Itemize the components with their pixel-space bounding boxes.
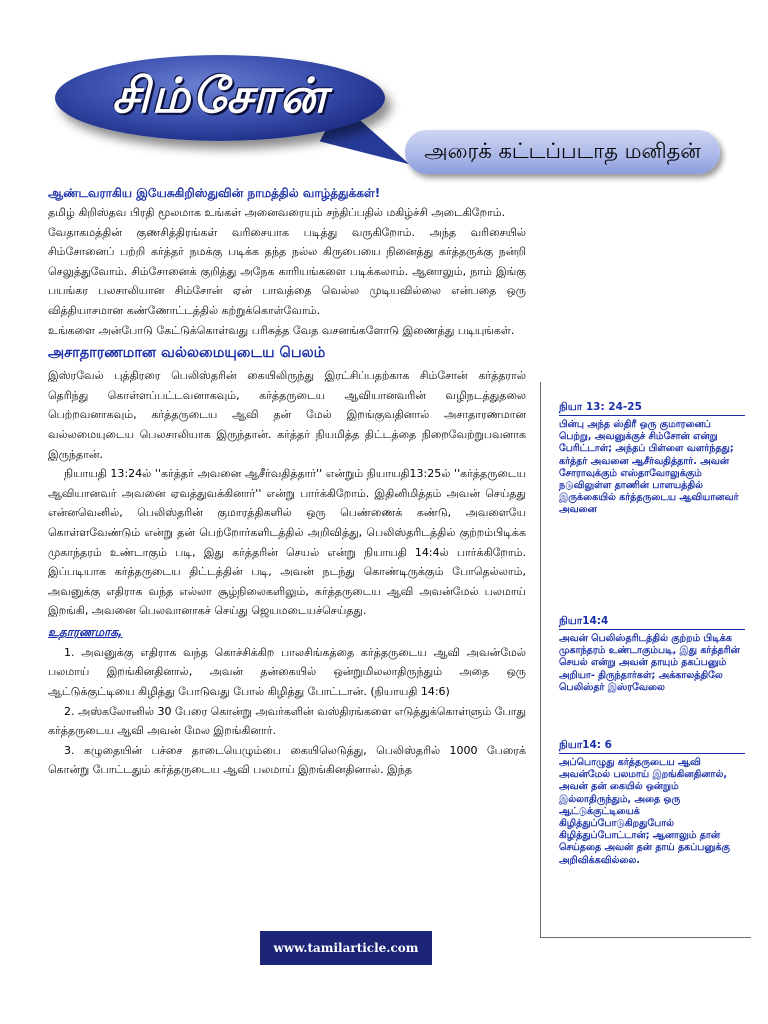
scripture-text: பின்பு அந்த ஸ்திரீ ஒரு குமாரனைப் பெற்று, அவனுக்குச் சிம்சோன் என்று பேரிட்டாள்; அந்தப் பிள்ளை வளர்ந்தது; கர்த்தர் அவனை ஆசீர்வதித்தார். அவன் சோராவுக்கும் எஸ்தாவோலுக்கும் நடுவிலுள்ள தாணின் பாளயத்தில் இருக்கையில் கர்த்தருடைய ஆவியானவர் அவனை [559, 419, 739, 516]
intro-paragraph: தமிழ் கிறிஸ்தவ பிரதி மூலமாக உங்கள் அனைவரையும் சந்திப்பதில் மகிழ்ச்சி அடைகிறோம். [48, 206, 506, 219]
page-subtitle: அரைக் கட்டப்படாத மனிதன் [405, 130, 720, 174]
intro-paragraph: வேதாகமத்தின் குணசித்திரங்கள் வரிசையாக படித்து வருகிறோம். அந்த வரிசையில் சிம்சோனைப் பற்றி கர்த்தர் நமக்கு படிக்க தந்த நல்ல கிருபையை நினைத்து கர்த்தருக்கு நன்றி செலுத்துவோம். சிம்சோனைக் குறித்து அநேக காரியங்களை படிக்கலாம். ஆனாலும், நாம் இங்கு பயங்கர பலசாலியான சிம்சோன் ஏன் பாவத்தை வெல்ல முடியவில்லை என்பதை ஒரு வித்தியாசமான கண்ணோட்டத்தில் கற்றுக்கொள்வோம். [48, 225, 526, 317]
section-heading: அசாதாரணமான வல்லமையுடைய பெலம் [48, 345, 326, 362]
example-item: 2. அஸ்கலோனில் 30 பேரை கொன்று அவர்களின் வஸ்திரங்களை எடுத்துக்கொள்ளும் போது கர்த்தருடைய ஆவி அவன் மேல இறங்கினார். [48, 704, 526, 738]
scripture-reference: நியா 13: 24-25 [559, 400, 745, 416]
article-body [48, 183, 526, 780]
greeting: ஆண்டவராகிய இயேசுகிறிஸ்துவின் நாமத்தில் வாழ்த்துக்கள்! [48, 186, 381, 200]
scripture-text: அவன் பெலிஸ்தரிடத்தில் குற்றம் பிடிக்க முகாந்தரம் உண்டாகும்படி, இது கர்த்தரின் செயல் என்று அவன் தாயும் தகப்பனும் அறியா- திருந்தார்கள்; அக்காலத்திலே பெலிஸ்தர் இஸ்ரவேலை [559, 633, 740, 693]
scripture-sidebar [540, 382, 751, 938]
example-item: 1. அவனுக்கு எதிராக வந்த கொச்சிக்கிற பாலசிங்கத்தை கர்த்தருடைய ஆவி அவன்மேல் பலமாய் இறங்கினதினால், அவன் தன்கையில் ஒன்றுமிலலாதிருந்தும் அதை ஒரு ஆட்டுக்குட்டியை கிழித்து போடுவது போல் கிழித்து போட்டான். (நியாயதி 14:6) [48, 645, 526, 699]
scripture-block [559, 614, 745, 694]
scripture-text: அப்பொழுது கர்த்தருடைய ஆவி அவன்மேல் பலமாய் இறங்கினதினால், அவன் தன் கையில் ஒன்றும் இல்லாதிருந்தும், அதை ஒரு ஆட்டுக்குட்டியைக் கிழித்துப்போடுகிறதுபோல் கிழித்துப்போட்டான்; ஆனாலும் தான் செய்ததை அவன் தன் தாய் தகப்பனுக்கு அறிவிக்கவில்லை. [559, 757, 730, 866]
example-item: 3. கழுதையின் பச்சை தாடையெழும்பை கையிலெடுத்து, பெலிஸ்தரில் 1000 பேரைக் கொன்று போட்டதும் கர்த்தருடைய ஆவி பலமாய் இறங்கினதினால். இந்த [48, 743, 526, 777]
scripture-reference: நியா14:4 [559, 614, 745, 630]
scripture-reference: நியா14: 6 [559, 738, 745, 754]
body-paragraph: நியாயதி 13:24ல் ''கர்த்தர் அவனை ஆசீர்வதித்தார்'' என்றும் நியாயதி13:25ல் ''கர்த்தருடைய ஆவியானவர் அவனை ஏவத்துவக்கினார்'' என்று பார்க்கிறோம். இதினிமித்தம் அவன் செய்தது என்னவெனில், பெலிஸ்தரின் குமாரத்திகளில் ஒரு பெண்ணைக் கண்டு, அவளையே கொள்ளவேண்டும் என்று தன் பெற்றோர்களிடத்தில் அறிவித்து, பெலிஸ்தரிடத்தில் குற்றம்பிடிக்க முகாந்தரம் உண்டாகும் படி, இது கர்த்தரின் செயல் என்று நியாயதி 14:4ல் பார்க்கிறோம். இப்படியாக கர்த்தருடைய திட்டத்தின் படி, அவன் நடந்து கொண்டிருக்கும் போதெல்லாம், அவனுக்கு எதிராக வந்த எல்லா சூழ்நிலைகளிலும், கர்த்தருடைய ஆவி அவன்மேல் பலமாய் இறங்கி, அவனை பெலவானாகச் செய்து ஜெயமடையச்செய்தது. [48, 467, 526, 618]
site-url-link[interactable]: www.tamilarticle.com [260, 931, 432, 965]
example-heading: உதாரணமாக, [48, 624, 123, 639]
body-paragraph: இஸ்ரவேல் புத்திரரை பெலிஸ்தரின் கையிலிருந்து இரட்சிப்பதற்காக சிம்சோன் கர்த்தரால் தெரிந்து கொள்ளப்பட்டவனாகவும், கர்த்தருடைய ஆவியானவரின் வழிநடத்துதலை பெற்றவனாகவும், கர்த்தருடைய ஆவி தன் மேல் இறங்குவதினால் அசாதாரணமான வல்லமையுடைய பெலசாலியாக இருந்தான். கர்த்தர் நியமித்த திட்டத்தை நிறைவேற்றுபவனாக இருந்தான். [48, 369, 526, 461]
scripture-block [559, 400, 745, 517]
intro-paragraph: உங்களை அன்போடு கேட்டுக்கொள்வது பரிசுத்த வேத வசனங்களோடு இணைத்து படியுங்கள். [48, 323, 515, 337]
page-title: சிம்சோன் [111, 68, 329, 124]
scripture-block [559, 738, 745, 867]
